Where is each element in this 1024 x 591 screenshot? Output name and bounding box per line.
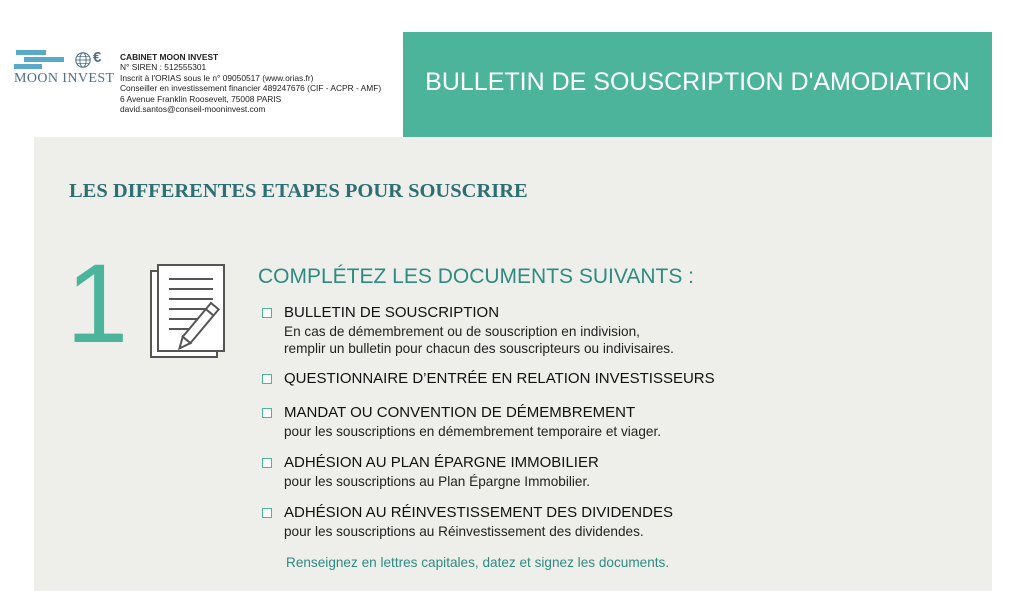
title-banner xyxy=(403,32,992,137)
document-label: ADHÉSION AU RÉINVESTISSEMENT DES DIVIDENDES xyxy=(284,504,673,521)
cabinet-address: 6 Avenue Franklin Roosevelt, 75008 PARIS xyxy=(120,93,282,104)
document-description-line: pour les souscriptions en démembrement temporaire et viager. xyxy=(284,424,662,439)
step-heading: COMPLÉTEZ LES DOCUMENTS SUIVANTS : xyxy=(258,265,695,288)
document-description xyxy=(284,423,661,440)
euro-symbol: € xyxy=(93,49,102,66)
checkbox-icon[interactable] xyxy=(262,374,272,384)
document-description-line: pour les souscriptions au Réinvestissement des dividendes. xyxy=(284,524,644,539)
checkbox-icon[interactable] xyxy=(262,308,272,318)
globe-icon xyxy=(74,51,92,69)
cabinet-siren: N° SIREN : 512555301 xyxy=(120,62,207,73)
document-description-line: pour les souscriptions au Plan Épargne Immobilier. xyxy=(284,474,591,489)
document-description-line: En cas de démembrement ou de souscription en indivision, xyxy=(284,324,640,339)
document-label: MANDAT OU CONVENTION DE DÉMEMBREMENT xyxy=(284,404,636,421)
moon-invest-logo xyxy=(14,48,114,93)
checkbox-icon[interactable] xyxy=(262,408,272,418)
document-description-line: remplir un bulletin pour chacun des souscripteurs ou indivisaires. xyxy=(284,341,674,356)
section-title: LES DIFFERENTES ETAPES POUR SOUSCRIRE xyxy=(69,180,528,202)
document-label: ADHÉSION AU PLAN ÉPARGNE IMMOBILIER xyxy=(284,454,599,471)
cabinet-info xyxy=(120,52,381,114)
document-description xyxy=(284,473,590,490)
instruction-note: Renseignez en lettres capitales, datez et signez les documents. xyxy=(286,555,670,570)
document-pencil-icon xyxy=(149,263,241,361)
document-description xyxy=(284,523,644,540)
logo-name: MOON INVEST xyxy=(14,71,115,86)
checkbox-icon[interactable] xyxy=(262,458,272,468)
document-description xyxy=(284,323,674,357)
cabinet-email: david.santos@conseil-mooninvest.com xyxy=(120,104,266,115)
page-title: BULLETIN DE SOUSCRIPTION D'AMODIATION xyxy=(425,68,970,96)
document-label: BULLETIN DE SOUSCRIPTION xyxy=(284,304,500,321)
cabinet-orias: Inscrit à l'ORIAS sous le n° 09050517 (www.orias.fr) xyxy=(120,72,314,83)
step-number: 1 xyxy=(66,241,129,366)
document-label: QUESTIONNAIRE D’ENTRÉE EN RELATION INVESTISSEURS xyxy=(284,370,715,387)
cabinet-name: CABINET MOON INVEST xyxy=(120,52,219,62)
checkbox-icon[interactable] xyxy=(262,508,272,518)
cabinet-cif: Conseiller en investissement financier 489247676 (CIF - ACPR - AMF) xyxy=(120,83,382,94)
